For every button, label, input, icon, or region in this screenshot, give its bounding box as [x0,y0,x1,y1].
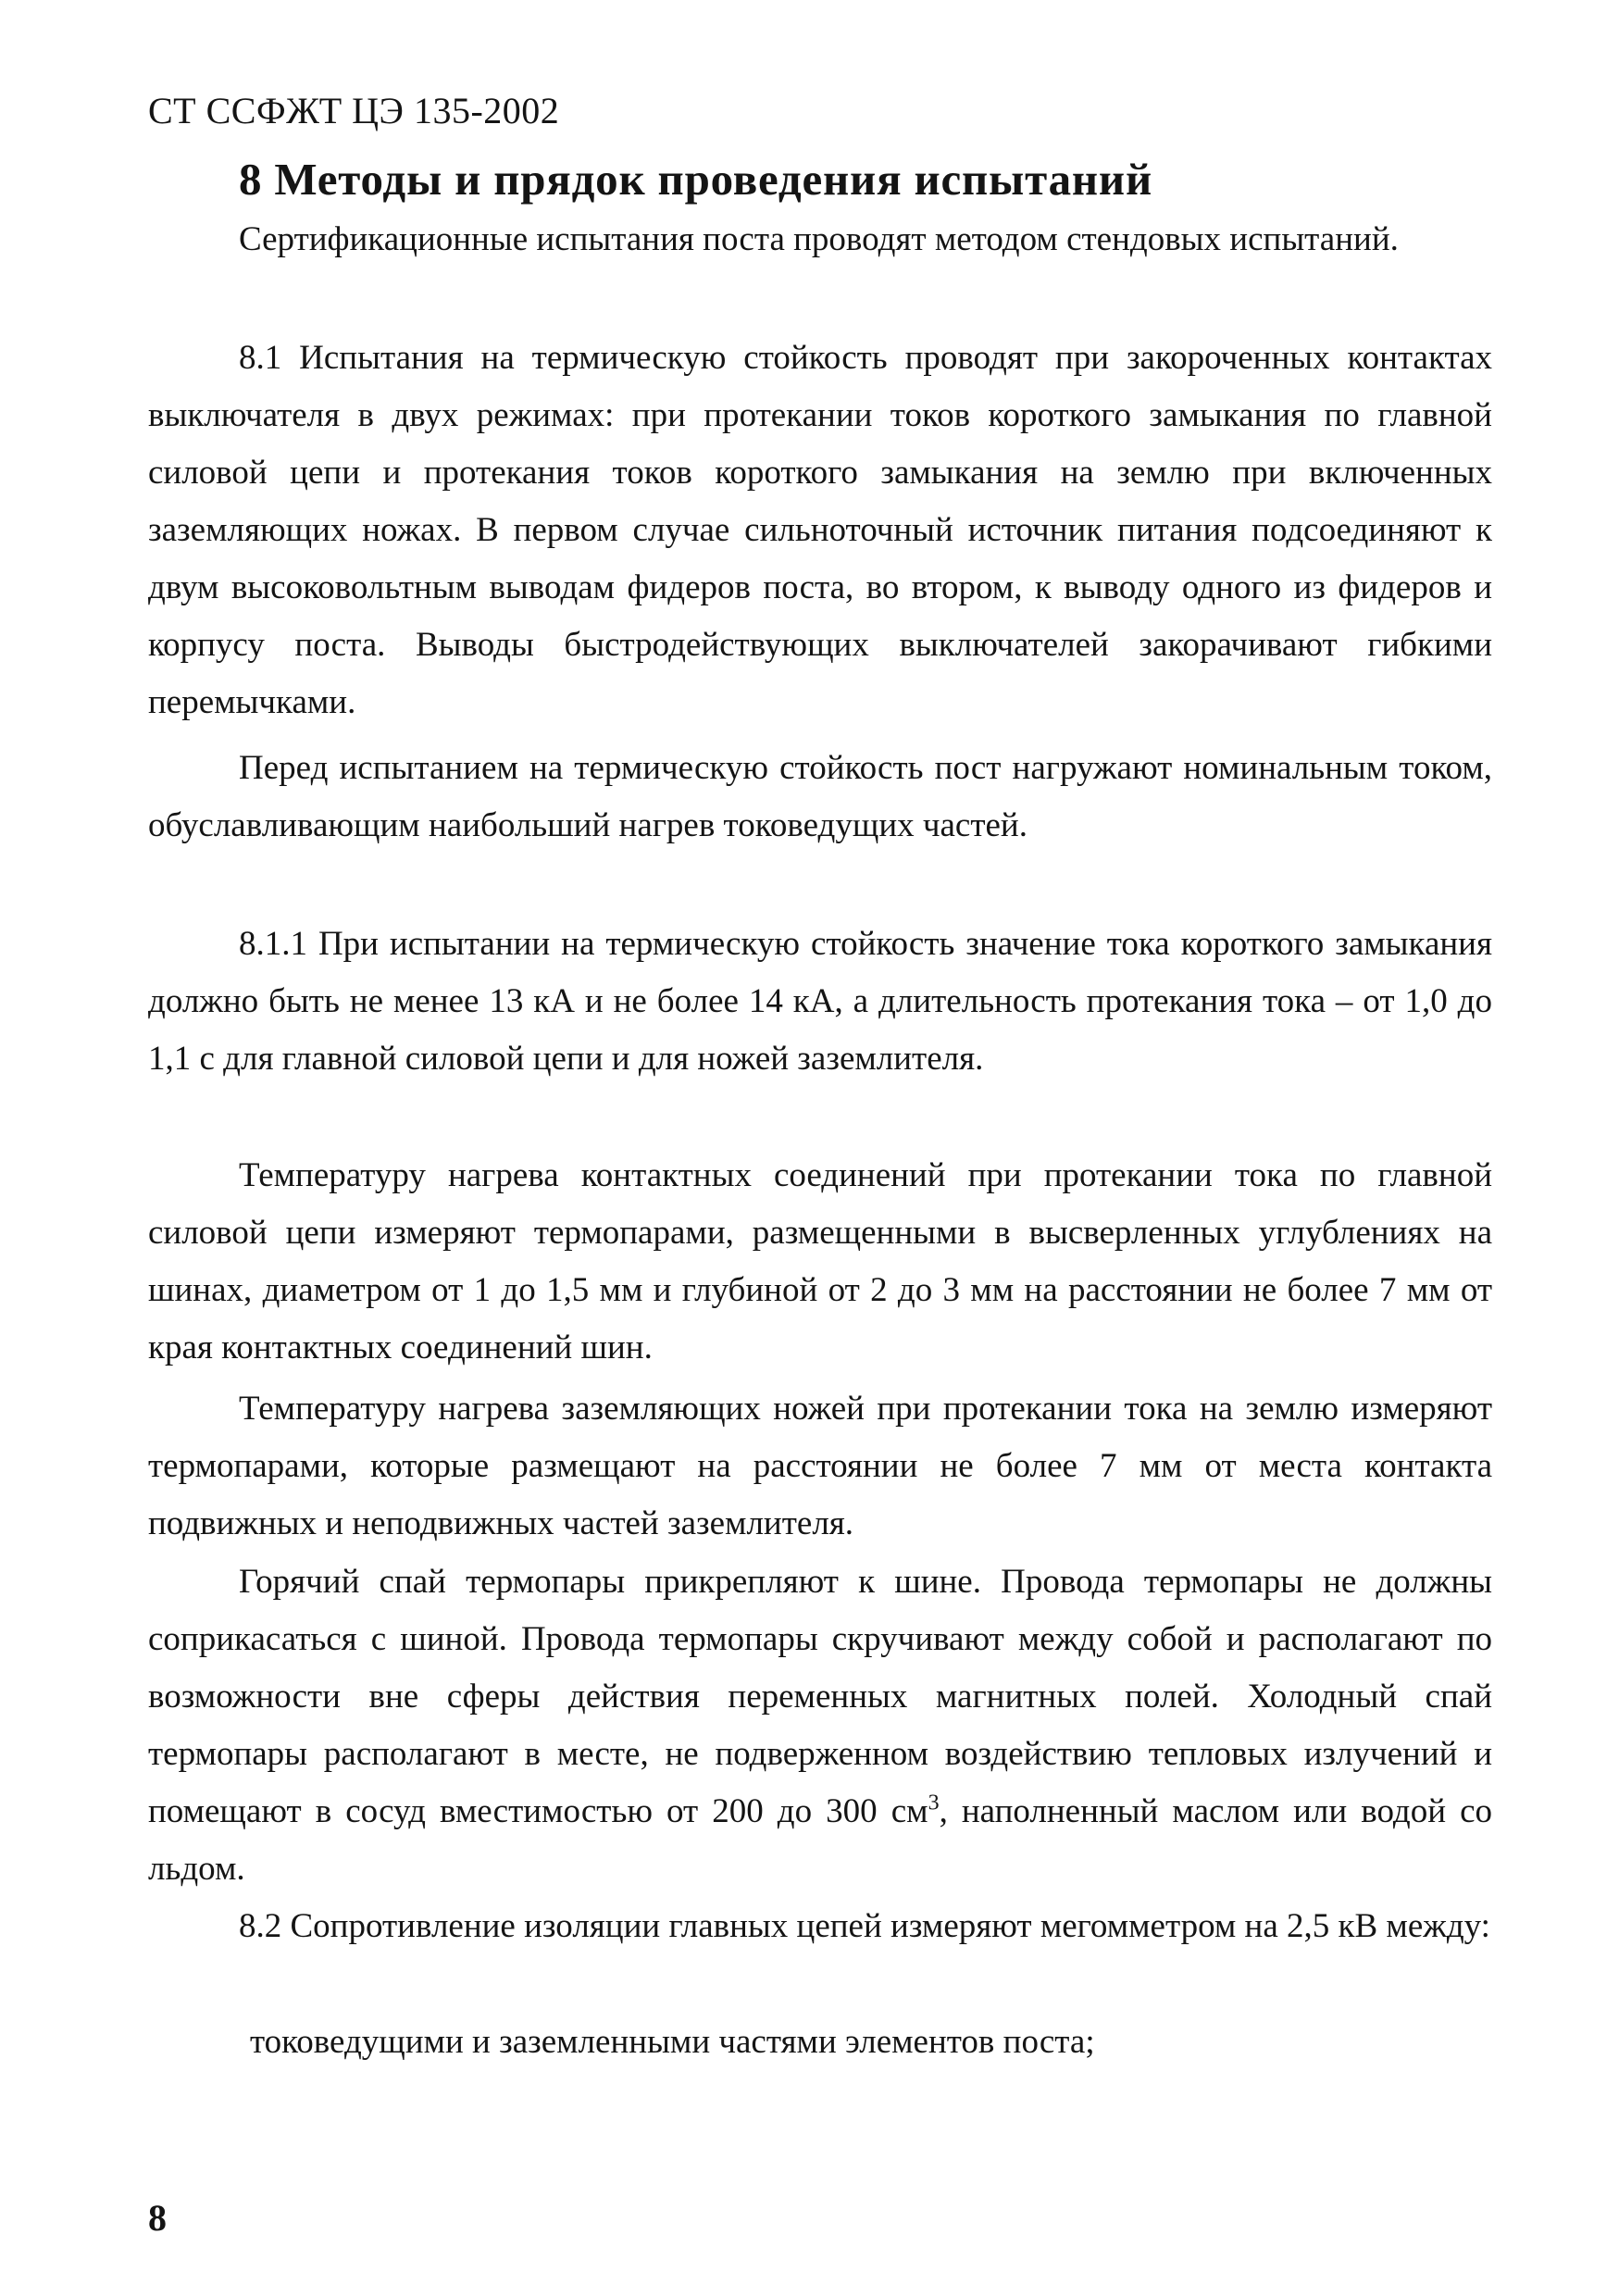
document-code-header: СТ ССФЖТ ЦЭ 135-2002 [148,90,560,131]
paragraph-contact-temperature: Температуру нагрева контактных соединений при протекании тока по главной силовой цепи измеряют термопарами, размещенными в высверленных углублениях на шинах, диаметром от 1 до 1,5 мм и глубиной от 2 до 3 мм на расстоянии не более 7 мм от края контактных соединений шин. [148,1156,1492,1366]
superscript-cubic: 3 [928,1791,940,1816]
paragraph-thermocouple-tail-text: , наполненный маслом или водой со льдом. [148,1792,1492,1888]
page-number: 8 [148,2197,167,2239]
paragraph-before-test: Перед испытанием на термическую стойкость пост нагружают номинальным током, обуславливающим наибольший нагрев токоведущих частей. [148,749,1492,844]
paragraph-thermocouple-main-text: Горячий спай термопары прикрепляют к шине. Провода термопары не должны соприкасаться с шиной. Провода термопары скручивают между собой и располагают по возможности вне сферы действия переменных магнитных полей. Холодный спай термопары располагают в месте, не подверженном воздействию тепловых излучений и помещают в сосуд вместимостью от 200 до 300 см [148,1563,1492,1830]
paragraph-intro: Сертификационные испытания поста проводят методом стендовых испытаний. [239,220,1399,258]
paragraph-8-1-1: 8.1.1 При испытании на термическую стойкость значение тока короткого замыкания должно быть не менее 13 кА и не более 14 кА, а длительность протекания тока – от 1,0 до 1,1 с для главной силовой цепи и для ножей заземлителя. [148,925,1492,1078]
paragraph-grounding-knives-temperature: Температуру нагрева заземляющих ножей при протекании тока на землю измеряют термопарами, которые размещают на расстоянии не более 7 мм от места контакта подвижных и неподвижных частей заземлителя. [148,1390,1492,1542]
list-item-current-carrying-parts: токоведущими и заземленными частями элементов поста; [250,2023,1095,2061]
paragraph-thermocouple-junction [148,1554,1492,1898]
paragraph-8-1: 8.1 Испытания на термическую стойкость проводят при закороченных контактах выключателя в двух режимах: при протекании токов короткого замыкания по главной силовой цепи и протекания токов короткого замыкания на землю при включенных заземляющих ножах. В первом случае сильноточный источник питания подсоединяют к двум высоковольтным выводам фидеров поста, во втором, к выводу одного из фидеров и корпусу поста. Выводы быстродействующих выключателей закорачивают гибкими перемычками. [148,339,1492,721]
paragraph-8-2: 8.2 Сопротивление изоляции главных цепей измеряют мегомметром на 2,5 кВ между: [239,1907,1490,1945]
section-title: 8 Методы и прядок проведения испытаний [239,154,1152,205]
